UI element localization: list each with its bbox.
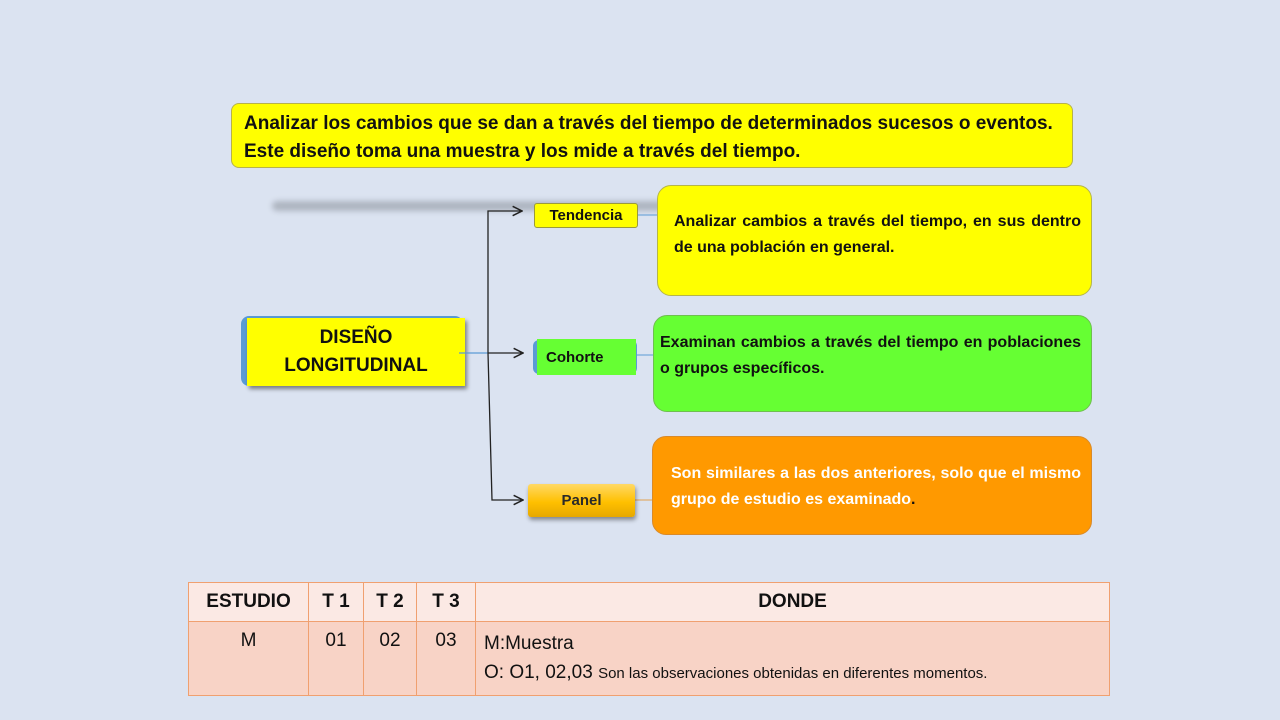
cohorte-description: Examinan cambios a través del tiempo en poblaciones o grupos específicos. <box>660 334 1081 377</box>
header-t1: T 1 <box>309 583 364 622</box>
study-table <box>188 582 1110 696</box>
arrow-panel <box>488 353 523 500</box>
definition-text: Analizar los cambios que se dan a través del tiempo de determinados sucesos o eventos. Este diseño toma una muestra y los mide a través del tiempo. <box>244 113 1053 162</box>
cell-t3: 03 <box>417 622 476 696</box>
table-header-row <box>189 583 1110 622</box>
tendencia-description: Analizar cambios a través del tiempo, en sus dentro de una población en general. <box>674 213 1081 256</box>
tendencia-description-box <box>657 185 1092 296</box>
main-node-diseno-longitudinal <box>247 318 465 386</box>
header-estudio: ESTUDIO <box>189 583 309 622</box>
panel-description: Son similares a las dos anteriores, solo que el mismo grupo de estudio es examinado <box>671 465 1081 508</box>
cell-estudio: M <box>189 622 309 696</box>
node-cohorte-label: Cohorte <box>546 348 604 366</box>
header-t2: T 2 <box>364 583 417 622</box>
cohorte-description-box <box>653 315 1092 412</box>
cell-t2: 02 <box>364 622 417 696</box>
cell-t1: 01 <box>309 622 364 696</box>
donde-muestra: M:Muestra <box>484 633 574 654</box>
donde-observaciones-prefix: O: O1, 02,03 <box>484 662 599 683</box>
panel-description-period: . <box>911 491 916 508</box>
node-tendencia <box>534 203 638 228</box>
main-node-line2: LONGITUDINAL <box>284 355 428 376</box>
node-panel-label: Panel <box>561 492 602 509</box>
node-cohorte <box>537 339 636 375</box>
arrow-tendencia <box>488 211 522 353</box>
header-donde: DONDE <box>476 583 1110 622</box>
donde-observaciones <box>484 658 1101 688</box>
node-tendencia-label: Tendencia <box>549 207 623 224</box>
definition-box <box>231 103 1073 168</box>
panel-description-box <box>652 436 1092 535</box>
donde-observaciones-note: Son las observaciones obtenidas en diferentes momentos. <box>598 665 988 682</box>
header-t3: T 3 <box>417 583 476 622</box>
table-row <box>189 622 1110 696</box>
node-panel <box>528 484 635 517</box>
main-node-line1: DISEÑO <box>319 327 393 348</box>
cell-donde <box>476 622 1110 696</box>
